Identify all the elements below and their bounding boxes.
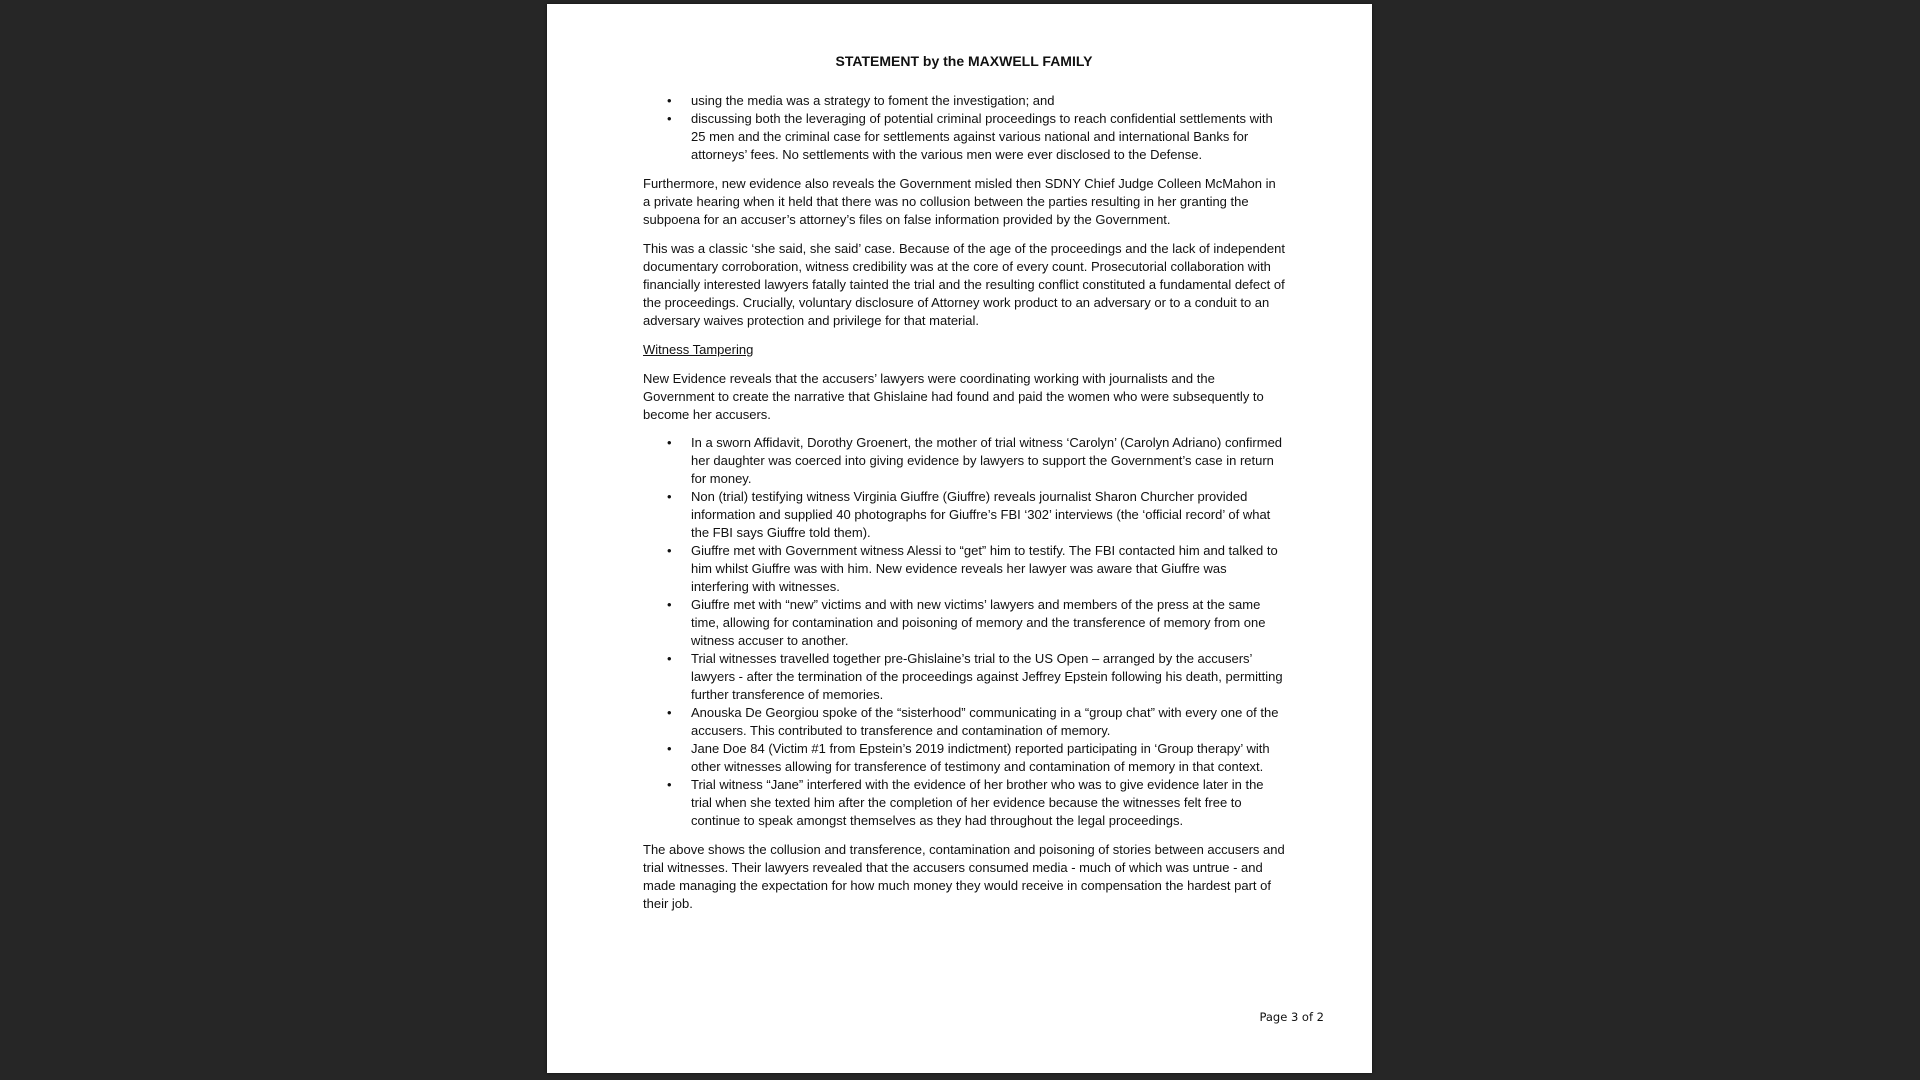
list-item: • discussing both the leveraging of potential criminal proceedings to reach confidential settlements with 25 men and the criminal case for settlements against various national and international Banks for attorneys’ fees. No settlements with the various men were ever disclosed to the Defense. [667, 111, 1273, 162]
list-item: • Giuffre met with “new” victims and with new victims’ lawyers and members of the press at the same time, allowing for contamination and poisoning of memory and the transference of memory from one witness accuser to another. [667, 597, 1266, 648]
bullet-list-main [643, 434, 1285, 830]
list-item: • Non (trial) testifying witness Virginia Giuffre (Giuffre) reveals journalist Sharon Churcher provided information and supplied 40 photographs for Giuffre’s FBI ‘302’ interviews (the ‘official record’ of what the FBI says Giuffre told them). [667, 489, 1271, 540]
list-item: • In a sworn Affidavit, Dorothy Groenert, the mother of trial witness ‘Carolyn’ (Carolyn Adriano) confirmed her daughter was coerced into giving evidence by lawyers to support the Government’s case in return for money. [667, 435, 1283, 486]
bullet-glyph: • [667, 705, 672, 720]
bullet-glyph: • [667, 111, 672, 126]
bullet-glyph: • [667, 777, 672, 792]
paragraph: This was a classic ‘she said, she said’ case. Because of the age of the proceedings and the lack of independent documentary corroboration, witness credibility was at the core of every count. Prosecutorial collaboration with financially interested lawyers fatally tainted the trial and the resulting conflict constituted a fundamental defect of the proceedings. Crucially, voluntary disclosure of Attorney work product to an adversary or to a conduit to an adversary waives protection and privilege for that material. [643, 241, 1285, 328]
list-item: • Trial witness “Jane” interfered with the evidence of her brother who was to give evidence later in the trial when she texted him after the completion of her evidence because the witnesses felt free to continue to speak amongst themselves as they had throughout the legal proceedings. [667, 777, 1264, 828]
list-item: • using the media was a strategy to foment the investigation; and [667, 93, 1055, 108]
paragraph: New Evidence reveals that the accusers’ lawyers were coordinating working with journalists and the Government to create the narrative that Ghislaine had found and paid the women who were subsequently to become her accusers. [643, 371, 1264, 422]
bullet-glyph: • [667, 543, 672, 558]
bullet-glyph: • [667, 435, 672, 450]
list-item: • Jane Doe 84 (Victim #1 from Epstein’s 2019 indictment) reported participating in ‘Group therapy’ with other witnesses allowing for transference of testimony and contamination of memory in that context. [667, 741, 1270, 774]
bullet-glyph: • [667, 93, 672, 108]
bullet-glyph: • [667, 489, 672, 504]
bullet-glyph: • [667, 741, 672, 756]
document-title: STATEMENT by the MAXWELL FAMILY [835, 53, 1093, 69]
document-page [547, 4, 1372, 1073]
bullet-glyph: • [667, 651, 672, 666]
list-item: • Anouska De Georgiou spoke of the “sisterhood” communicating in a “group chat” with every one of the accusers. This contributed to transference and contamination of memory. [667, 705, 1279, 738]
list-item: • Trial witnesses travelled together pre-Ghislaine’s trial to the US Open – arranged by the accusers’ lawyers - after the termination of the proceedings against Jeffrey Epstein following his death, permitting further transference of memories. [667, 651, 1283, 702]
list-item: • Giuffre met with Government witness Alessi to “get” him to testify. The FBI contacted him and talked to him whilst Giuffre was with him. New evidence reveals her lawyer was aware that Giuffre was interfering with witnesses. [667, 543, 1278, 594]
document-content [643, 52, 1285, 924]
section-heading: Witness Tampering [643, 342, 754, 357]
bullet-glyph: • [667, 597, 672, 612]
paragraph: Furthermore, new evidence also reveals the Government misled then SDNY Chief Judge Colleen McMahon in a private hearing when it held that there was no collusion between the parties resulting in her granting the subpoena for an accuser’s attorney’s files on false information provided by the Government. [643, 176, 1276, 227]
page-number: Page 3 of 2 [1259, 1010, 1324, 1024]
bullet-list-top [643, 92, 1285, 164]
paragraph: The above shows the collusion and transference, contamination and poisoning of stories between accusers and trial witnesses. Their lawyers revealed that the accusers consumed media - much of which was untrue - and made managing the expectation for how much money they would receive in compensation the hardest part of their job. [643, 842, 1285, 911]
